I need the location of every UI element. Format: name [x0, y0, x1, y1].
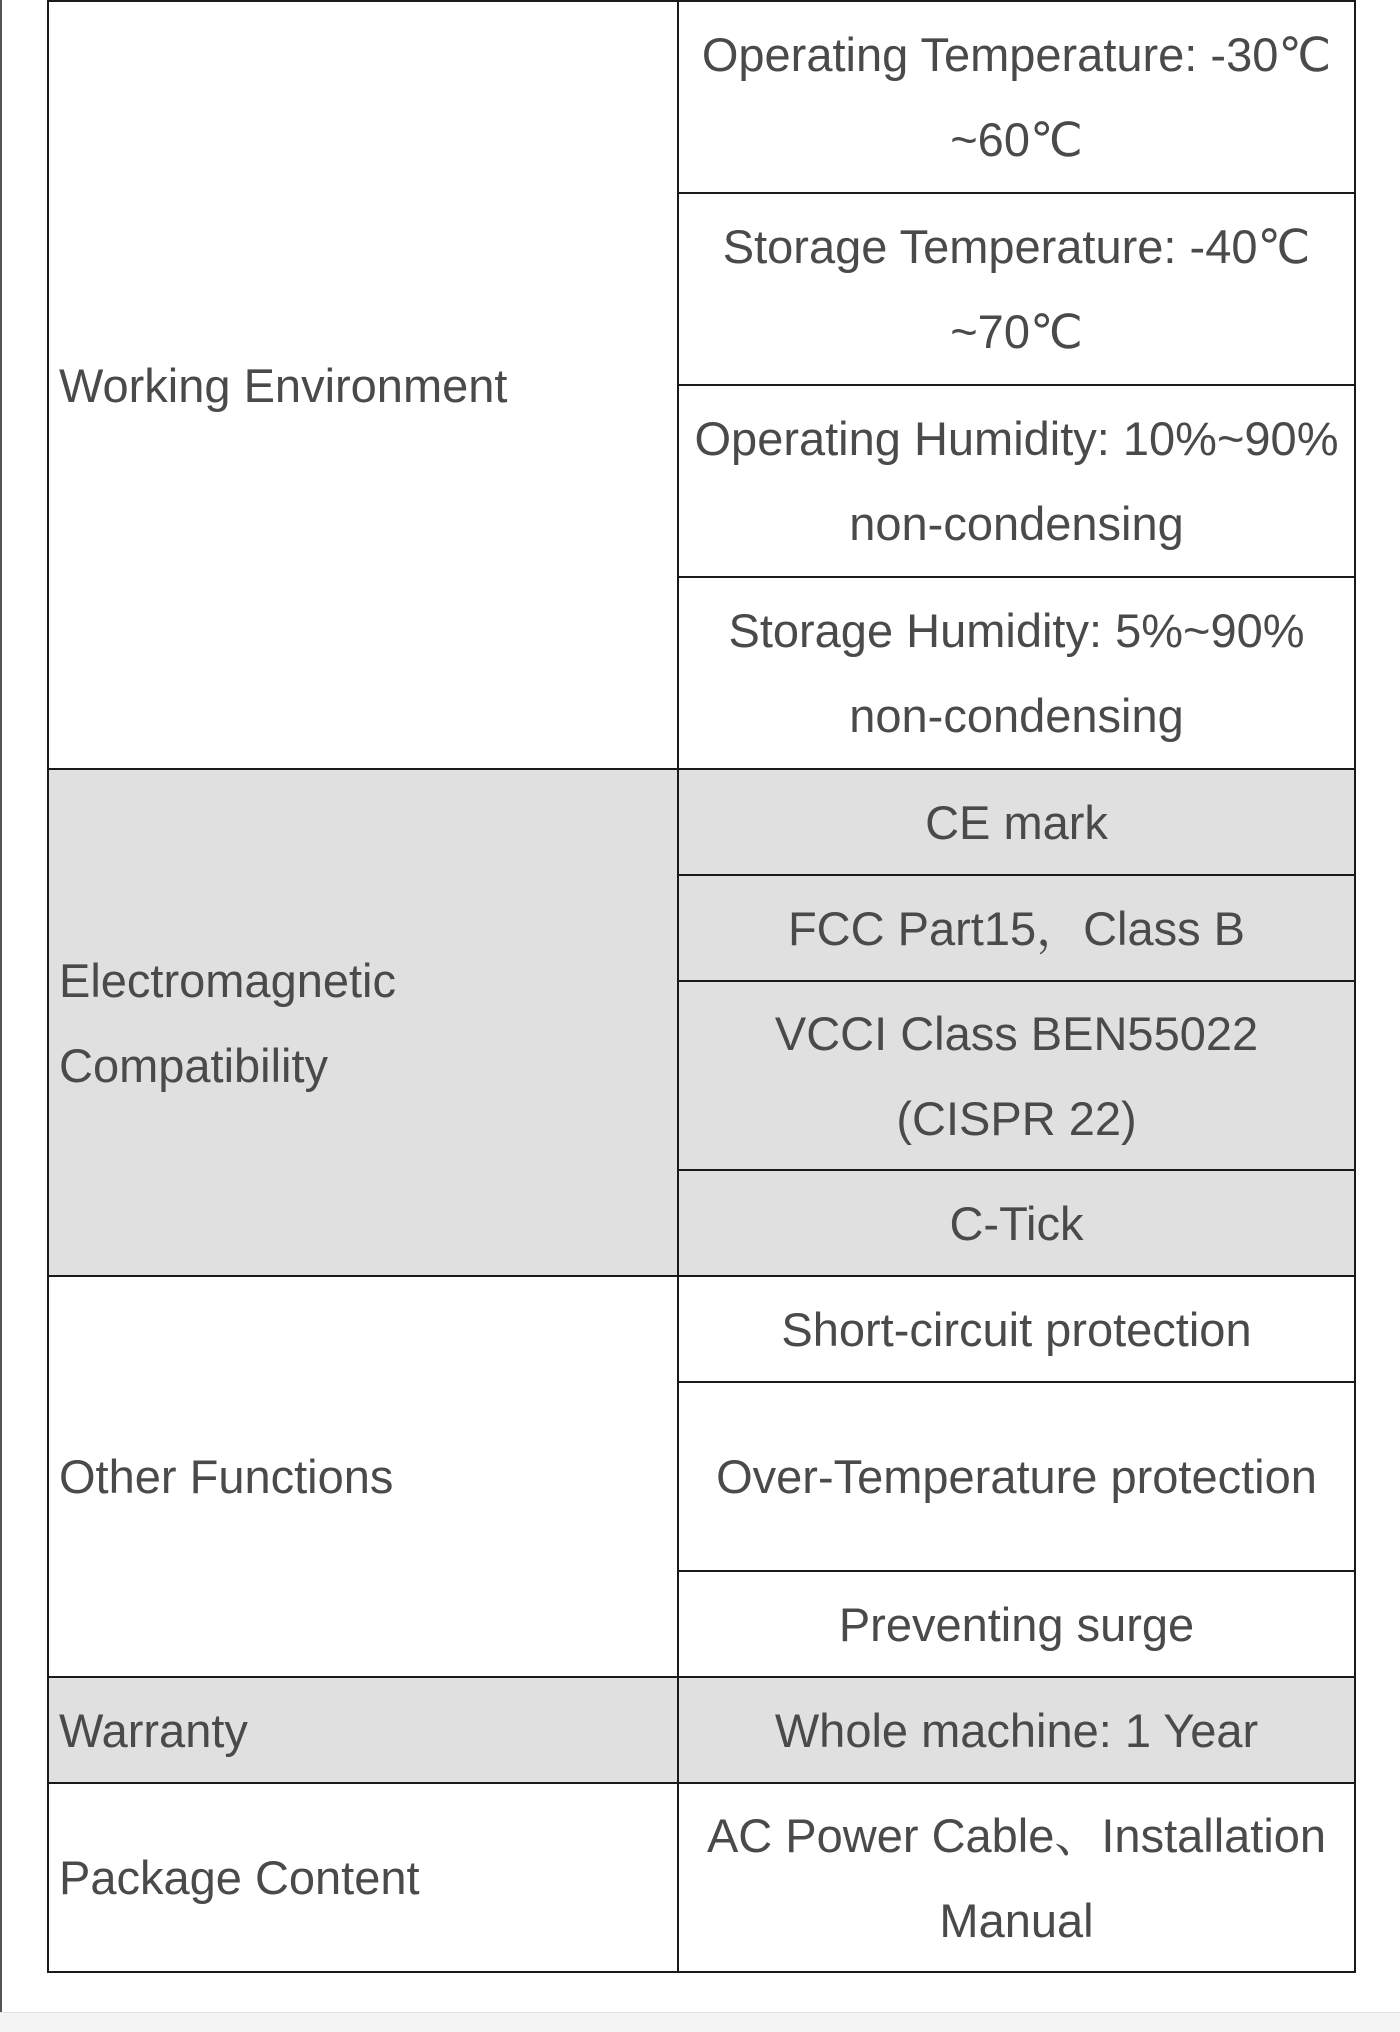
spec-value: AC Power Cable、Installation Manual — [678, 1783, 1355, 1972]
row-label-warranty: Warranty — [48, 1677, 678, 1783]
spec-value: Storage Humidity: 5%~90% non-condensing — [678, 577, 1355, 769]
row-label-working-environment: Working Environment — [48, 1, 678, 769]
spec-value: Preventing surge — [678, 1571, 1355, 1677]
row-label-package-content: Package Content — [48, 1783, 678, 1972]
spec-table — [47, 0, 1356, 1973]
spec-value: Operating Humidity: 10%~90% non-condensing — [678, 385, 1355, 577]
row-label-electromagnetic-compatibility: Electromagnetic Compatibility — [48, 769, 678, 1276]
spec-value: Whole machine: 1 Year — [678, 1677, 1355, 1783]
spec-value: Operating Temperature: -30℃ ~60℃ — [678, 1, 1355, 193]
table-row — [48, 769, 1355, 875]
table-row — [48, 1677, 1355, 1783]
table-row — [48, 1, 1355, 193]
spec-value: C-Tick — [678, 1170, 1355, 1276]
spec-value: Short-circuit protection — [678, 1276, 1355, 1382]
row-label-other-functions: Other Functions — [48, 1276, 678, 1677]
page-bottom-strip — [0, 2012, 1400, 2032]
table-row — [48, 1276, 1355, 1382]
spec-value: VCCI Class BEN55022 (CISPR 22) — [678, 981, 1355, 1170]
spec-value: Storage Temperature: -40℃ ~70℃ — [678, 193, 1355, 385]
spec-value: CE mark — [678, 769, 1355, 875]
table-row — [48, 1783, 1355, 1972]
spec-value: Over-Temperature protection — [678, 1382, 1355, 1571]
spec-value: FCC Part15，Class B — [678, 875, 1355, 981]
